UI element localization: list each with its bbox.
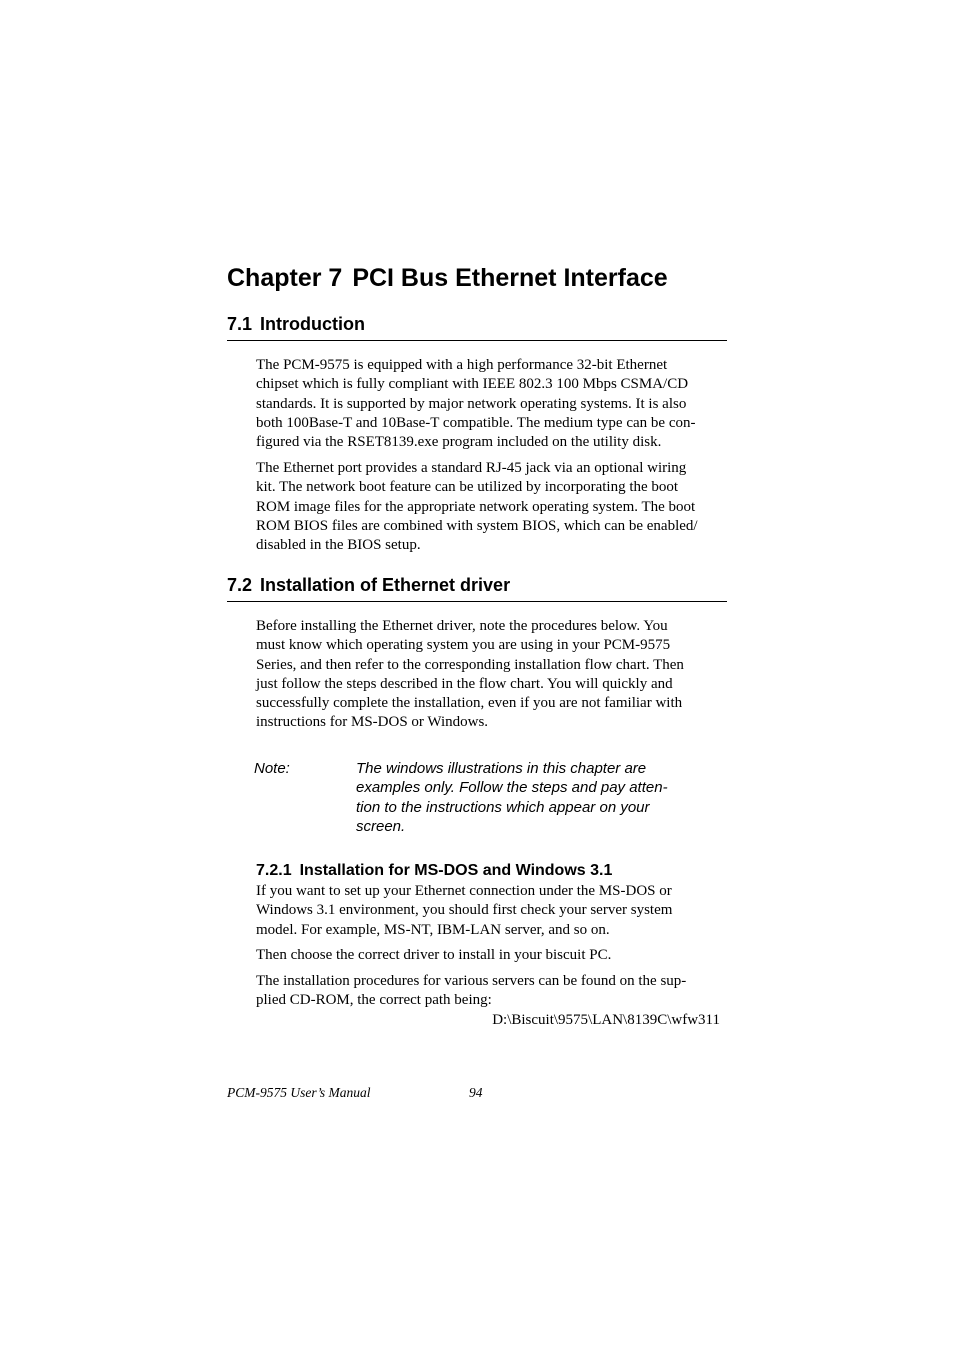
- msdos-paragraph-3: [256, 972, 686, 1011]
- note-text: [356, 759, 668, 836]
- note-label: Note:: [254, 760, 290, 777]
- section-title: Introduction: [260, 314, 366, 334]
- text-line: standards. It is supported by major network operating systems. It is also: [256, 395, 687, 412]
- installation-paragraph: [256, 617, 684, 733]
- driver-path: D:\Biscuit\9575\LAN\8139C\wfw311: [492, 1012, 720, 1028]
- footer-manual-title: PCM-9575 User’s Manual: [227, 1085, 371, 1100]
- chapter-number: Chapter 7: [227, 264, 343, 292]
- text-line: The Ethernet port provides a standard RJ-45 jack via an optional wiring: [256, 460, 687, 476]
- msdos-paragraph-2: [256, 946, 611, 965]
- text-line: tion to the instructions which appear on your: [356, 798, 650, 816]
- text-line: Before installing the Ethernet driver, note the procedures below. You: [256, 618, 668, 634]
- text-line: disabled in the BIOS setup.: [256, 537, 421, 554]
- section-number: 7.1: [227, 314, 253, 334]
- intro-paragraph-1: [256, 356, 695, 452]
- text-line: successfully complete the installation, even if you are not familiar with: [256, 695, 683, 712]
- subsection-heading-msdos: [256, 861, 612, 881]
- text-line: The windows illustrations in this chapter are: [356, 760, 647, 777]
- text-line: If you want to set up your Ethernet connection under the MS-DOS or: [256, 883, 672, 899]
- intro-paragraph-2: [256, 459, 698, 555]
- msdos-paragraph-1: [256, 882, 672, 940]
- footer-page-number: 94: [469, 1085, 483, 1100]
- text-line: Then choose the correct driver to install in your biscuit PC.: [256, 947, 612, 963]
- text-line: ROM BIOS files are combined with system BIOS, which can be enabled/: [256, 517, 698, 534]
- text-line: The installation procedures for various servers can be found on the sup-: [256, 973, 687, 989]
- section-number: 7.2: [227, 575, 253, 595]
- section-heading-installation: [227, 574, 727, 602]
- chapter-title: [227, 262, 668, 294]
- text-line: just follow the steps described in the flow chart. You will quickly and: [256, 675, 673, 692]
- text-line: must know which operating system you are using in your PCM-9575: [256, 637, 671, 654]
- text-line: both 100Base-T and 10Base-T compatible. The medium type can be con-: [256, 414, 696, 431]
- text-line: Windows 3.1 environment, you should first check your server system: [256, 902, 673, 919]
- text-line: ROM image files for the appropriate network operating system. The boot: [256, 498, 696, 515]
- section-heading-introduction: [227, 313, 727, 341]
- text-line: examples only. Follow the steps and pay atten-: [356, 779, 668, 797]
- chapter-title-text: PCI Bus Ethernet Interface: [352, 264, 668, 292]
- text-line: screen.: [356, 817, 406, 835]
- text-line: The PCM-9575 is equipped with a high performance 32-bit Ethernet: [256, 357, 668, 373]
- text-line: Series, and then refer to the corresponding installation flow chart. Then: [256, 656, 684, 673]
- text-line: plied CD-ROM, the correct path being:: [256, 992, 492, 1009]
- text-line: chipset which is fully compliant with IEEE 802.3 100 Mbps CSMA/CD: [256, 376, 689, 393]
- subsection-number: 7.2.1: [256, 862, 292, 879]
- text-line: kit. The network boot feature can be utilized by incorporating the boot: [256, 479, 679, 496]
- text-line: instructions for MS-DOS or Windows.: [256, 714, 489, 731]
- text-line: figured via the RSET8139.exe program included on the utility disk.: [256, 434, 662, 451]
- section-title: Installation of Ethernet driver: [260, 575, 511, 595]
- subsection-title: Installation for MS-DOS and Windows 3.1: [299, 862, 613, 879]
- text-line: model. For example, MS-NT, IBM-LAN server, and so on.: [256, 921, 610, 938]
